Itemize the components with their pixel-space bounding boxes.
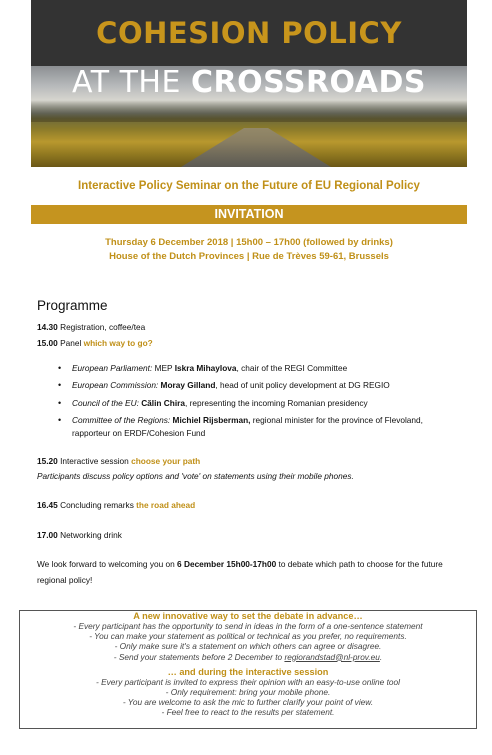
panel-desc: , head of unit policy development at DG REGIO [215,380,390,391]
box-line: - Feel free to react to the results per statement. [161,707,335,718]
programme-item-concluding [37,500,195,510]
box-line-send [20,652,476,662]
panel-member [58,397,458,410]
programme-item-drink [37,530,122,540]
event-details [31,236,467,264]
closing-paragraph [37,556,447,588]
box-line: - Only make sure it's a statement on which others can agree or disagree. [114,641,382,652]
box-heading-advance: A new innovative way to set the debate in advance… [133,611,363,621]
panel-role: Committee of the Regions: [72,415,171,426]
item-highlight: the road ahead [136,500,196,510]
panel-name: Călin Chira [141,397,185,408]
programme-item-interactive [37,456,200,466]
box-line: - You are welcome to ask the mic to further clarify your point of view. [122,697,374,708]
panel-desc: , chair of the REGI Committee [236,363,348,373]
box-line: - You can make your statement as political or technical as you prefer, no requirements. [89,631,407,642]
item-time: 14.30 [37,322,58,332]
panel-desc: , representing the incoming Romanian presidency [185,397,368,408]
panel-name: Iskra Mihaylova [174,363,237,373]
box-line: - Every participant has the opportunity to send in ideas in the form of a one-sentence statement [73,621,423,631]
panel-member [58,379,458,392]
closing-post: to debate which path to choose for the future regional policy! [37,559,443,585]
event-venue: House of the Dutch Provinces | Rue de Trèves 59-61, Brussels [109,251,389,262]
panel-role: Council of the EU: [72,397,139,408]
panel-list [58,362,458,445]
box-heading-session: … and during the interactive session [167,666,329,677]
info-box [19,610,477,729]
programme-heading: Programme [37,298,108,313]
item-time: 15.00 [37,338,58,348]
banner-title-line2-bold: CROSSROADS [190,65,426,100]
closing-date: 6 December 15h00-17h00 [177,559,277,569]
item-text: Registration, coffee/tea [57,322,146,332]
banner-title-line2-prefix: AT THE [72,65,181,100]
send-post: . [379,651,383,662]
item-text: Concluding remarks [57,500,137,510]
email-link[interactable]: regiorandstad@nl-prov.eu [284,651,380,662]
panel-member [58,414,458,440]
programme-item-registration [37,322,145,332]
invitation-bar: INVITATION [31,205,467,224]
send-pre: - Send your statements before 2 December to [113,651,285,662]
item-time: 17.00 [37,530,58,540]
item-text: Interactive session [57,456,132,466]
closing-pre: We look forward to welcoming you on [37,559,178,569]
banner-hills [31,100,467,122]
panel-pre: MEP [152,363,175,373]
header-banner [31,0,467,167]
box-line: - Every participant is invited to express their opinion with an easy-to-use online tool [96,676,400,687]
panel-role: European Commission: [72,380,159,391]
seminar-subtitle: Interactive Policy Seminar on the Future of EU Regional Policy [78,180,420,192]
item-time: 16.45 [37,500,58,510]
programme-item-panel [37,338,153,348]
item-text: Panel [57,338,84,348]
panel-name: Moray Gilland [160,380,216,391]
banner-title-line2 [31,66,467,100]
event-date: Thursday 6 December 2018 | 15h00 – 17h00 (followed by drinks) [105,237,393,248]
item-time: 15.20 [37,456,58,466]
panel-role: European Parliament: [72,363,153,373]
panel-name: Michiel Rijsberman, [172,415,251,426]
panel-desc: regional minister for the province of Flevoland, rapporteur on ERDF/Cohesion Fund [72,415,423,439]
box-line: - Only requirement: bring your mobile phone. [165,687,331,698]
interactive-note: Participants discuss policy options and 'vote' on statements using their mobile phones. [37,471,354,481]
panel-member [58,362,458,375]
item-highlight: choose your path [131,456,201,466]
item-text: Networking drink [57,530,122,540]
banner-title-line1: COHESION POLICY [96,16,402,50]
item-highlight: which way to go? [83,338,153,348]
